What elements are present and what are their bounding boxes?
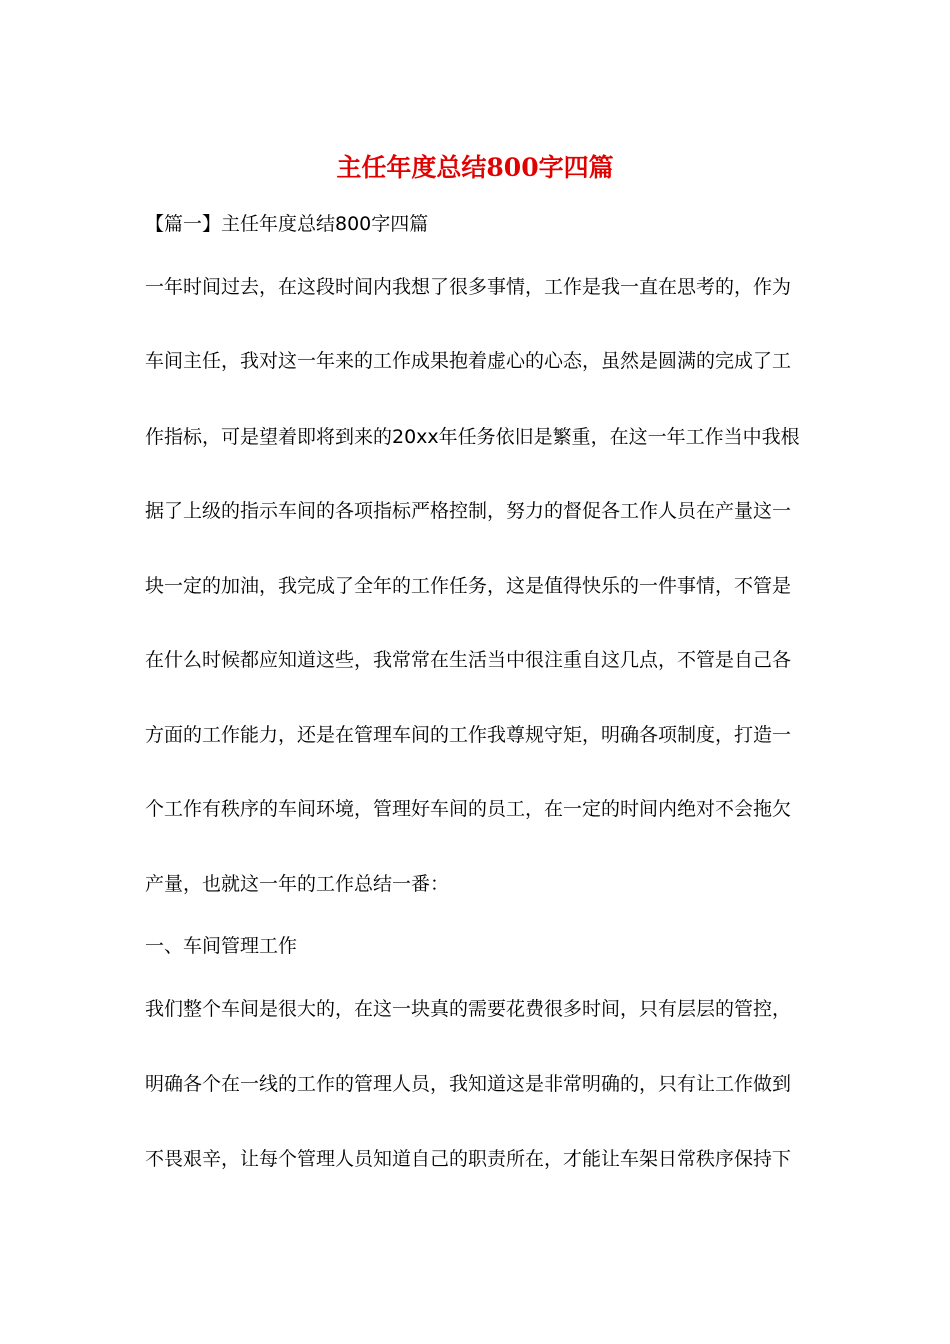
body-line-11: 明确各个在一线的工作的管理人员，我知道这是非常明确的，只有让工作做到 [145,1073,792,1095]
body-line-1: 一年时间过去，在这段时间内我想了很多事情，工作是我一直在思考的，作为 [145,276,792,298]
body-line-10: 我们整个车间是很大的，在这一块真的需要花费很多时间，只有层层的管控， [145,998,792,1020]
body-line-2: 车间主任，我对这一年来的工作成果抱着虚心的心态，虽然是圆满的完成了工 [145,350,792,372]
body-line-12: 不畏艰辛，让每个管理人员知道自己的职责所在，才能让车架日常秩序保持下 [145,1148,792,1170]
document-title-text: 主任年度总结800字四篇 [336,153,614,182]
body-line-6: 在什么时候都应知道这些，我常常在生活当中很注重自这几点，不管是自己各 [145,649,792,671]
body-line-7: 方面的工作能力，还是在管理车间的工作我尊规守矩，明确各项制度，打造一 [145,724,792,746]
document-title [0,150,950,186]
subsection-heading: 一、车间管理工作 [145,935,298,957]
section-heading: 【篇一】主任年度总结800字四篇 [145,213,429,235]
body-line-8: 个工作有秩序的车间环境，管理好车间的员工，在一定的时间内绝对不会拖欠 [145,798,792,820]
body-line-3: 作指标，可是望着即将到来的20xx年任务依旧是繁重，在这一年工作当中我根 [145,426,800,448]
body-line-4: 据了上级的指示车间的各项指标严格控制，努力的督促各工作人员在产量这一 [145,500,792,522]
body-line-5: 块一定的加油，我完成了全年的工作任务，这是值得快乐的一件事情，不管是 [145,575,792,597]
body-line-9: 产量，也就这一年的工作总结一番： [145,873,450,895]
